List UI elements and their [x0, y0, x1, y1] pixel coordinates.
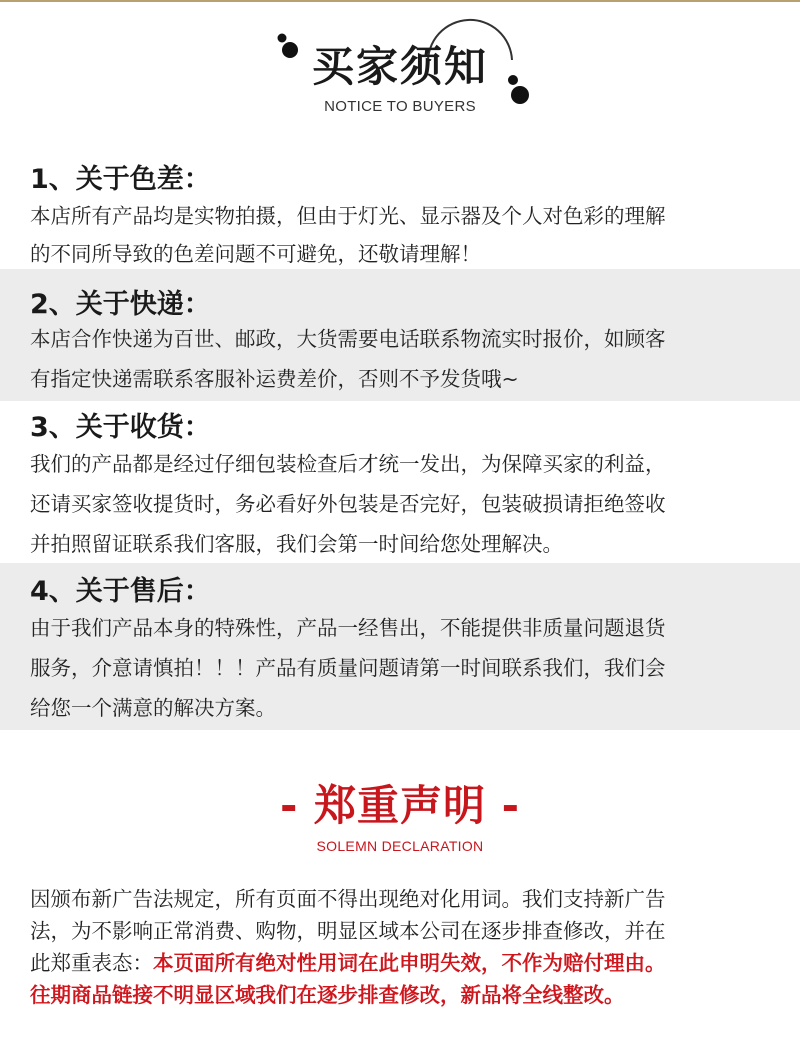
declaration-title: - 郑重声明 - — [279, 781, 521, 830]
section-line: 服务，介意请慎拍！！！产品有质量问题请第一时间联系我们，我们会 — [30, 656, 666, 680]
section-title: 4、关于售后： — [30, 576, 211, 607]
declaration-line-3 — [30, 946, 666, 976]
section-after-sales — [0, 563, 800, 730]
section-line: 本店合作快递为百世、邮政，大货需要电话联系物流实时报价，如顾客 — [30, 327, 666, 351]
section-line: 还请买家签收提货时，务必看好外包装是否完好，包装破损请拒绝签收 — [30, 492, 666, 516]
section-line: 并拍照留证联系我们客服，我们会第一时间给您处理解决。 — [30, 532, 563, 556]
section-line: 本店所有产品均是实物拍摄，但由于灯光、显示器及个人对色彩的理解 — [30, 204, 666, 228]
section-line: 给您一个满意的解决方案。 — [30, 696, 276, 720]
declaration-subtitle: SOLEMN DECLARATION — [316, 838, 484, 854]
section-title: 1、关于色差： — [30, 164, 211, 195]
section-title: 2、关于快递： — [30, 289, 211, 320]
declaration-line-4: 往期商品链接不明显区域我们在逐步排查修改，新品将全线整改。 — [30, 983, 625, 1007]
section-line: 由于我们产品本身的特殊性，产品一经售出，不能提供非质量问题退货 — [30, 616, 666, 640]
section-title: 3、关于收货： — [30, 412, 211, 443]
declaration-line-3-highlight: 本页面所有绝对性用词在此申明失效，不作为赔付理由。 — [153, 951, 666, 975]
section-line: 我们的产品都是经过仔细包装检查后才统一发出，为保障买家的利益， — [30, 452, 666, 476]
declaration-line-2: 法，为不影响正常消费、购物，明显区域本公司在逐步排查修改，并在 — [30, 919, 666, 943]
section-line: 的不同所导致的色差问题不可避免，还敬请理解！ — [30, 242, 481, 266]
section-receiving — [0, 401, 800, 563]
notice-subtitle: NOTICE TO BUYERS — [324, 98, 476, 115]
section-color-difference — [0, 145, 800, 269]
section-line: 有指定快递需联系客服补运费差价，否则不予发货哦~ — [30, 367, 519, 391]
declaration-line-1: 因颁布新广告法规定，所有页面不得出现绝对化用词。我们支持新广告 — [30, 887, 666, 911]
section-express — [0, 269, 800, 401]
notice-title: 买家须知 — [311, 42, 488, 91]
declaration-line-3-prefix: 此郑重表态： — [30, 951, 153, 975]
